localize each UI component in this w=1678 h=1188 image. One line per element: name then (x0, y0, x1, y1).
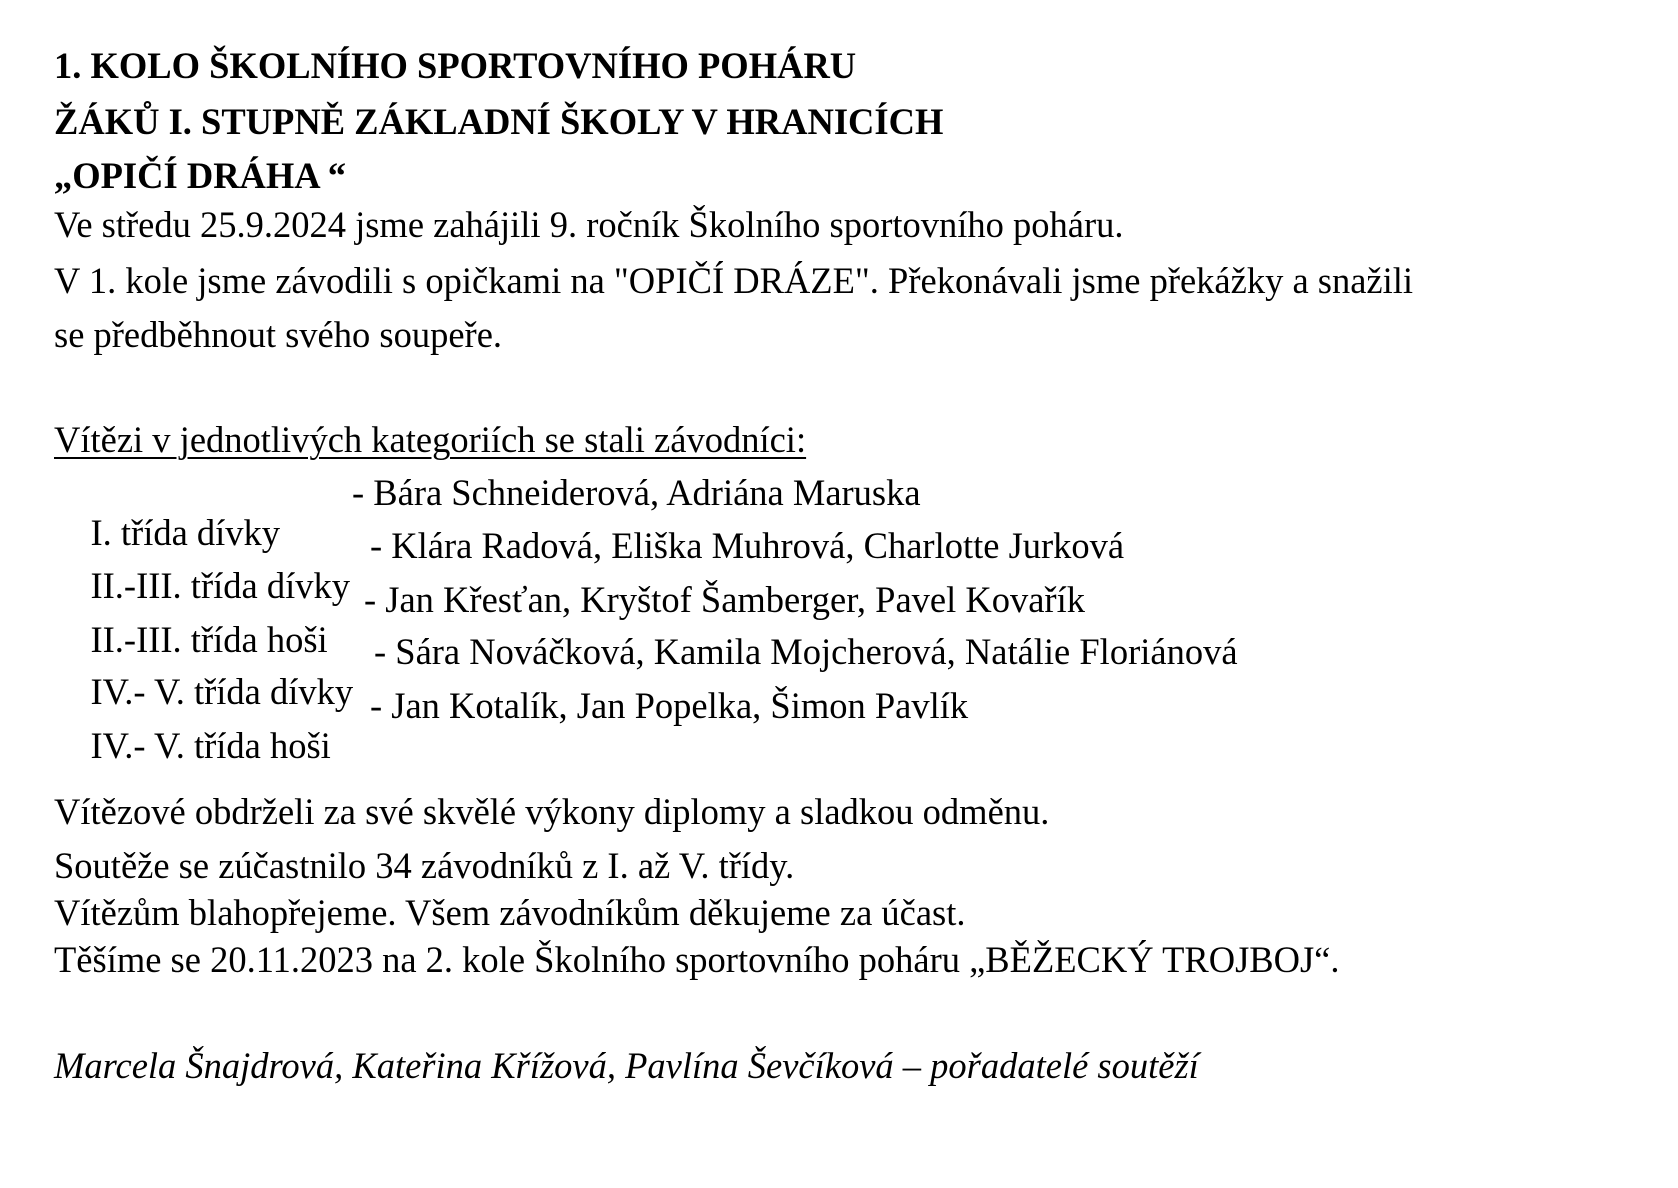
closing-line-3: Vítězům blahopřejeme. Všem závodníkům děkujeme za účast. (54, 892, 966, 933)
title-line-2: ŽÁKŮ I. STUPNĚ ZÁKLADNÍ ŠKOLY V HRANICÍCH (54, 101, 944, 142)
title-line-3: „OPIČÍ DRÁHA “ (54, 155, 347, 196)
intro-line-2: V 1. kole jsme závodili s opičkami na "OPIČÍ DRÁZE". Překonávali jsme překážky a snažili (54, 260, 1414, 301)
winners-heading: Vítězi v jednotlivých kategoriích se stali závodníci: (54, 419, 807, 460)
winner-names: - Sára Nováčková, Kamila Mojcherová, Natálie Floriánová (374, 631, 1238, 672)
winner-category: II.-III. třída hoši (90, 619, 328, 660)
closing-line-1: Vítězové obdrželi za své skvělé výkony diplomy a sladkou odměnu. (54, 791, 1050, 832)
winner-category: IV.- V. třída hoši (90, 725, 331, 766)
winner-names: - Jan Křesťan, Kryštof Šamberger, Pavel Kovařík (364, 579, 1085, 620)
winner-category: II.-III. třída dívky (90, 565, 350, 606)
winner-category: I. třída dívky (90, 512, 281, 553)
winner-names: - Bára Schneiderová, Adriána Maruska (352, 472, 921, 513)
intro-line-3: se předběhnout svého soupeře. (54, 314, 503, 355)
title-line-1: 1. KOLO ŠKOLNÍHO SPORTOVNÍHO POHÁRU (54, 45, 857, 86)
winner-names: - Jan Kotalík, Jan Popelka, Šimon Pavlík (370, 685, 969, 726)
winner-category: IV.- V. třída dívky (90, 671, 354, 712)
closing-line-2: Soutěže se zúčastnilo 34 závodníků z I. až V. třídy. (54, 845, 795, 886)
document-page (54, 0, 1674, 1188)
winner-names: - Klára Radová, Eliška Muhrová, Charlotte Jurková (370, 525, 1125, 566)
closing-line-4: Těšíme se 20.11.2023 na 2. kole Školního sportovního poháru „BĚŽECKÝ TROJBOJ“. (54, 939, 1340, 980)
intro-line-1: Ve středu 25.9.2024 jsme zahájili 9. ročník Školního sportovního poháru. (54, 204, 1124, 245)
signature: Marcela Šnajdrová, Kateřina Křížová, Pavlína Ševčíková – pořadatelé soutěží (54, 1045, 1199, 1086)
